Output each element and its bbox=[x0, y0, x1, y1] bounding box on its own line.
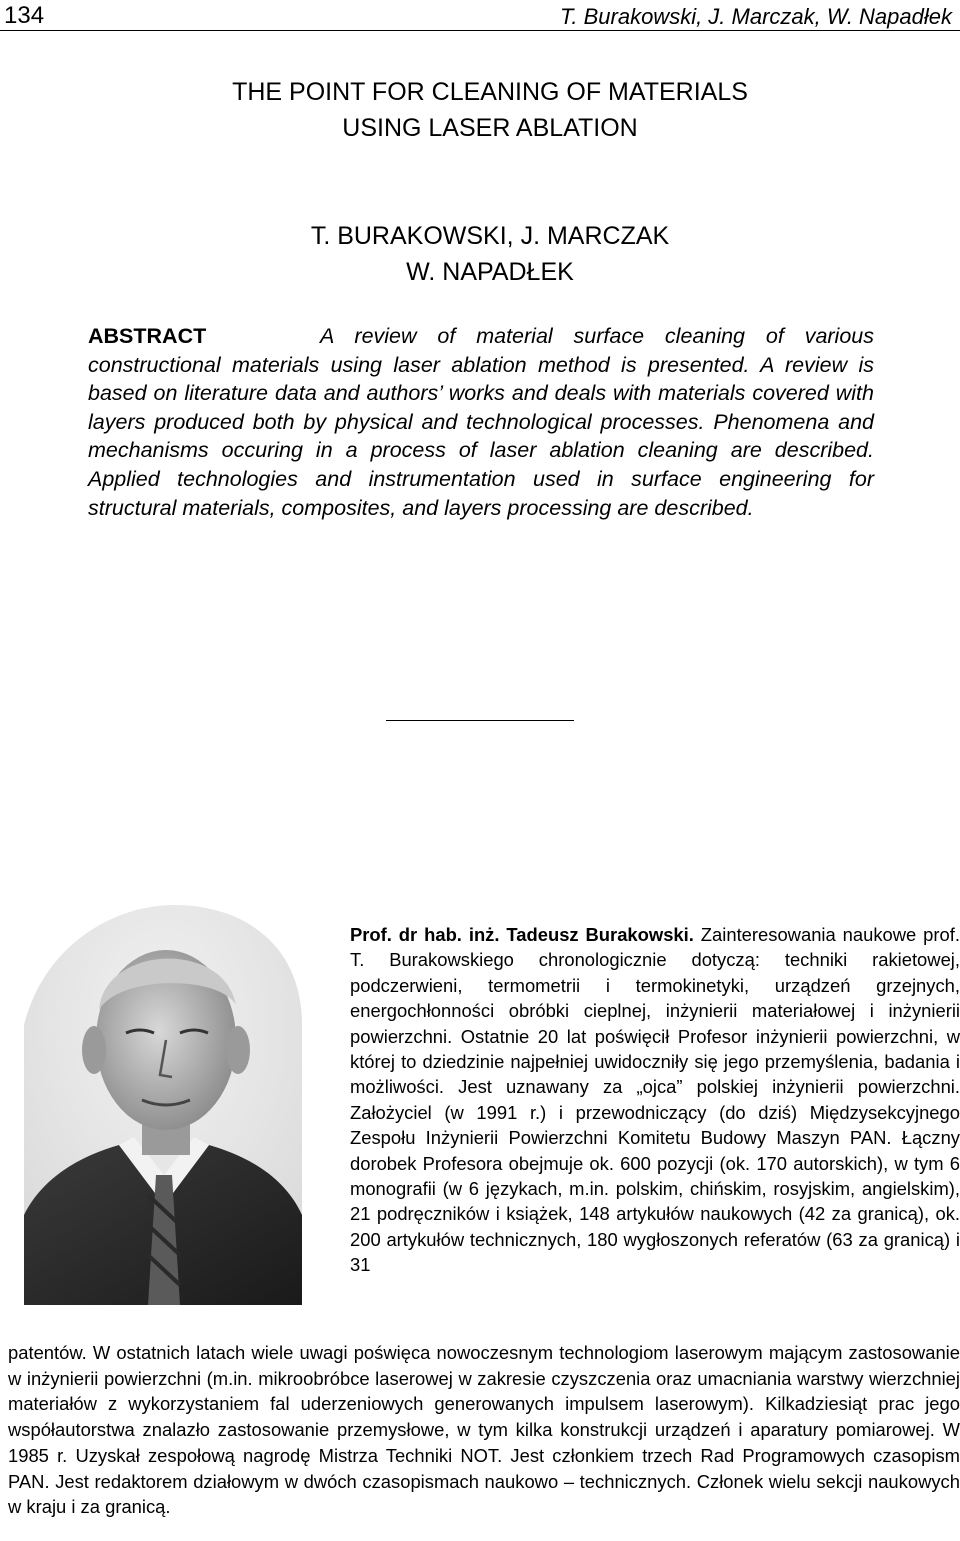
running-head: T. Burakowski, J. Marczak, W. Napadłek bbox=[559, 4, 952, 29]
header-rule bbox=[0, 30, 960, 31]
page-number: 134 bbox=[4, 2, 45, 29]
author-bio-bottom bbox=[8, 1340, 960, 1520]
paper-title-line-1: THE POINT FOR CLEANING OF MATERIALS bbox=[232, 78, 748, 106]
author-portrait bbox=[24, 905, 302, 1305]
authors-line-1: T. BURAKOWSKI, J. MARCZAK bbox=[310, 222, 670, 250]
bio-text-top: Zainteresowania naukowe prof. T. Burakowskiego chronologicznie dotyczą: techniki rakietowej, podczerwieni, termometrii i termokinetyki, urządzeń grzejnych, energochłonności obróbki cieplnej, inżynierii materiałowej i inżynierii powierzchni. Ostatnie 20 lat poświęcił Profesor inżynierii powierzchni, w której to dziedzinie najpełniej uwidoczniły się jego przemyślenia, badania i możliwości. Jest uznawany za „ojca” polskiej inżynierii powierzchni. Założyciel (w 1991 r.) i przewodniczący (do dziś) Międzysekcyjnego Zespołu Inżynierii Powierzchni Komitetu Budowy Maszyn PAN. Łączny dorobek Profesora obejmuje ok. 600 pozycji (ok. 170 autorskich), w tym 6 monografii (w 6 językach, m.in. polskim, chińskim, rosyjskim, angielskim), 21 podręczników i książek, 148 artykułów naukowych (42 za granicą), ok. 200 artykułów technicznych, 180 wygłoszonych referatów (63 za granicą) i 31 bbox=[350, 924, 960, 1276]
bio-text-bottom: patentów. W ostatnich latach wiele uwagi poświęca nowoczesnym technologiom laserowym mającym zastosowanie w inżynierii powierzchni (m.in. mikroobróbce laserowej w zakresie czyszczenia oraz umacniania warstwy wierzchniej materiałów z wykorzystaniem fal uderzeniowych generowanych impulsem laserowym). Kilkadziesiąt prac jego współautorstwa znalazło zastosowanie przemysłowe, w tym kilka konstrukcji urządzeń i aparatury pomiarowej. W 1985 r. Uzyskał zespołową nagrodę Mistrza Techniki NOT. Jest członkiem trzech Rad Programowych czasopism PAN. Jest redaktorem działowym w dwóch czasopismach naukowo – technicznych. Członek wielu sekcji naukowych w kraju i za granicą. bbox=[8, 1342, 960, 1518]
bio-author-name: Prof. dr hab. inż. Tadeusz Burakowski. bbox=[350, 924, 694, 945]
author-bio-top bbox=[350, 922, 960, 1278]
abstract bbox=[88, 322, 874, 522]
abstract-text: A review of material surface cleaning of various constructional materials using laser ablation method is presented. A review is based on literature data and authors’ works and deals with materials covered with layers produced both by physical and technological processes. Phenomena and mechanisms occuring in a process of laser ablation cleaning are described. Applied technologies and instrumentation used in surface engineering for structural materials, composites, and layers processing are described. bbox=[88, 324, 874, 520]
footnote-rule bbox=[386, 720, 574, 721]
page-header bbox=[0, 0, 960, 34]
abstract-label: ABSTRACT bbox=[88, 324, 207, 348]
authors-line-2: W. NAPADŁEK bbox=[406, 258, 574, 286]
paper-title-line-2: USING LASER ABLATION bbox=[342, 114, 638, 142]
